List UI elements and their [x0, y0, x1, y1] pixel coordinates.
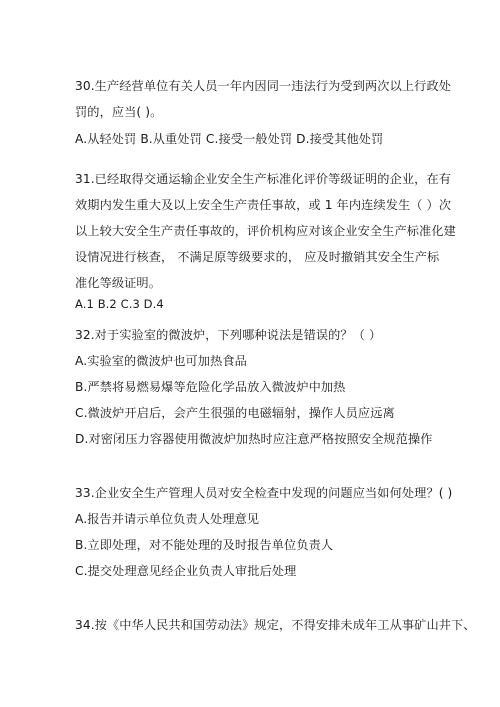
q32-option-b: B.严禁将易燃易爆等危险化学品放入微波炉中加热 — [75, 380, 346, 394]
q31-line-1: 31.已经取得交通运输企业安全生产标准化评价等级证明的企业，在有 — [75, 172, 452, 186]
q32-option-c: C.微波炉开启后，会产生很强的电磁辐射，操作人员应远离 — [75, 406, 395, 420]
q30-options: A.从轻处罚 B.从重处罚 C.接受一般处罚 D.接受其他处罚 — [75, 132, 384, 146]
q33-option-b: B.立即处理，对不能处理的及时报告单位负责人 — [75, 538, 334, 552]
q34-line-1: 34.按《中华人民共和国劳动法》规定，不得安排未成年工从事矿山井下、 — [75, 618, 476, 632]
q31-options: A.1 B.2 C.3 D.4 — [75, 297, 164, 311]
q31-line-4: 设情况进行核查， 不满足原等级要求的， 应及时撤销其安全生产标 — [75, 250, 440, 264]
q32-option-d: D.对密闭压力容器使用微波炉加热时应注意严格按照安全规范操作 — [75, 432, 433, 446]
q32-option-a: A.实验室的微波炉也可加热食品 — [75, 354, 247, 368]
q32-line-1: 32.对于实验室的微波炉，下列哪种说法是错误的？（ ） — [75, 328, 382, 342]
q33-option-c: C.提交处理意见经企业负责人审批后处理 — [75, 564, 297, 578]
q30-line-1: 30.生产经营单位有关人员一年内因同一违法行为受到两次以上行政处 — [75, 79, 452, 93]
q33-option-a: A.报告并请示单位负责人处理意见 — [75, 512, 260, 526]
q33-line-1: 33.企业安全生产管理人员对安全检查中发现的问题应当如何处理？( ) — [75, 486, 453, 500]
q31-line-3: 以上较大安全生产责任事故的，评价机构应对该企业安全生产标准化建 — [75, 224, 456, 238]
q31-line-2: 效期内发生重大及以上安全生产责任事故，或 1 年内连续发生（ ）次 — [75, 198, 452, 212]
q31-line-5: 准化等级证明。 — [75, 276, 162, 290]
q30-line-2: 罚的，应当( )。 — [75, 105, 163, 119]
